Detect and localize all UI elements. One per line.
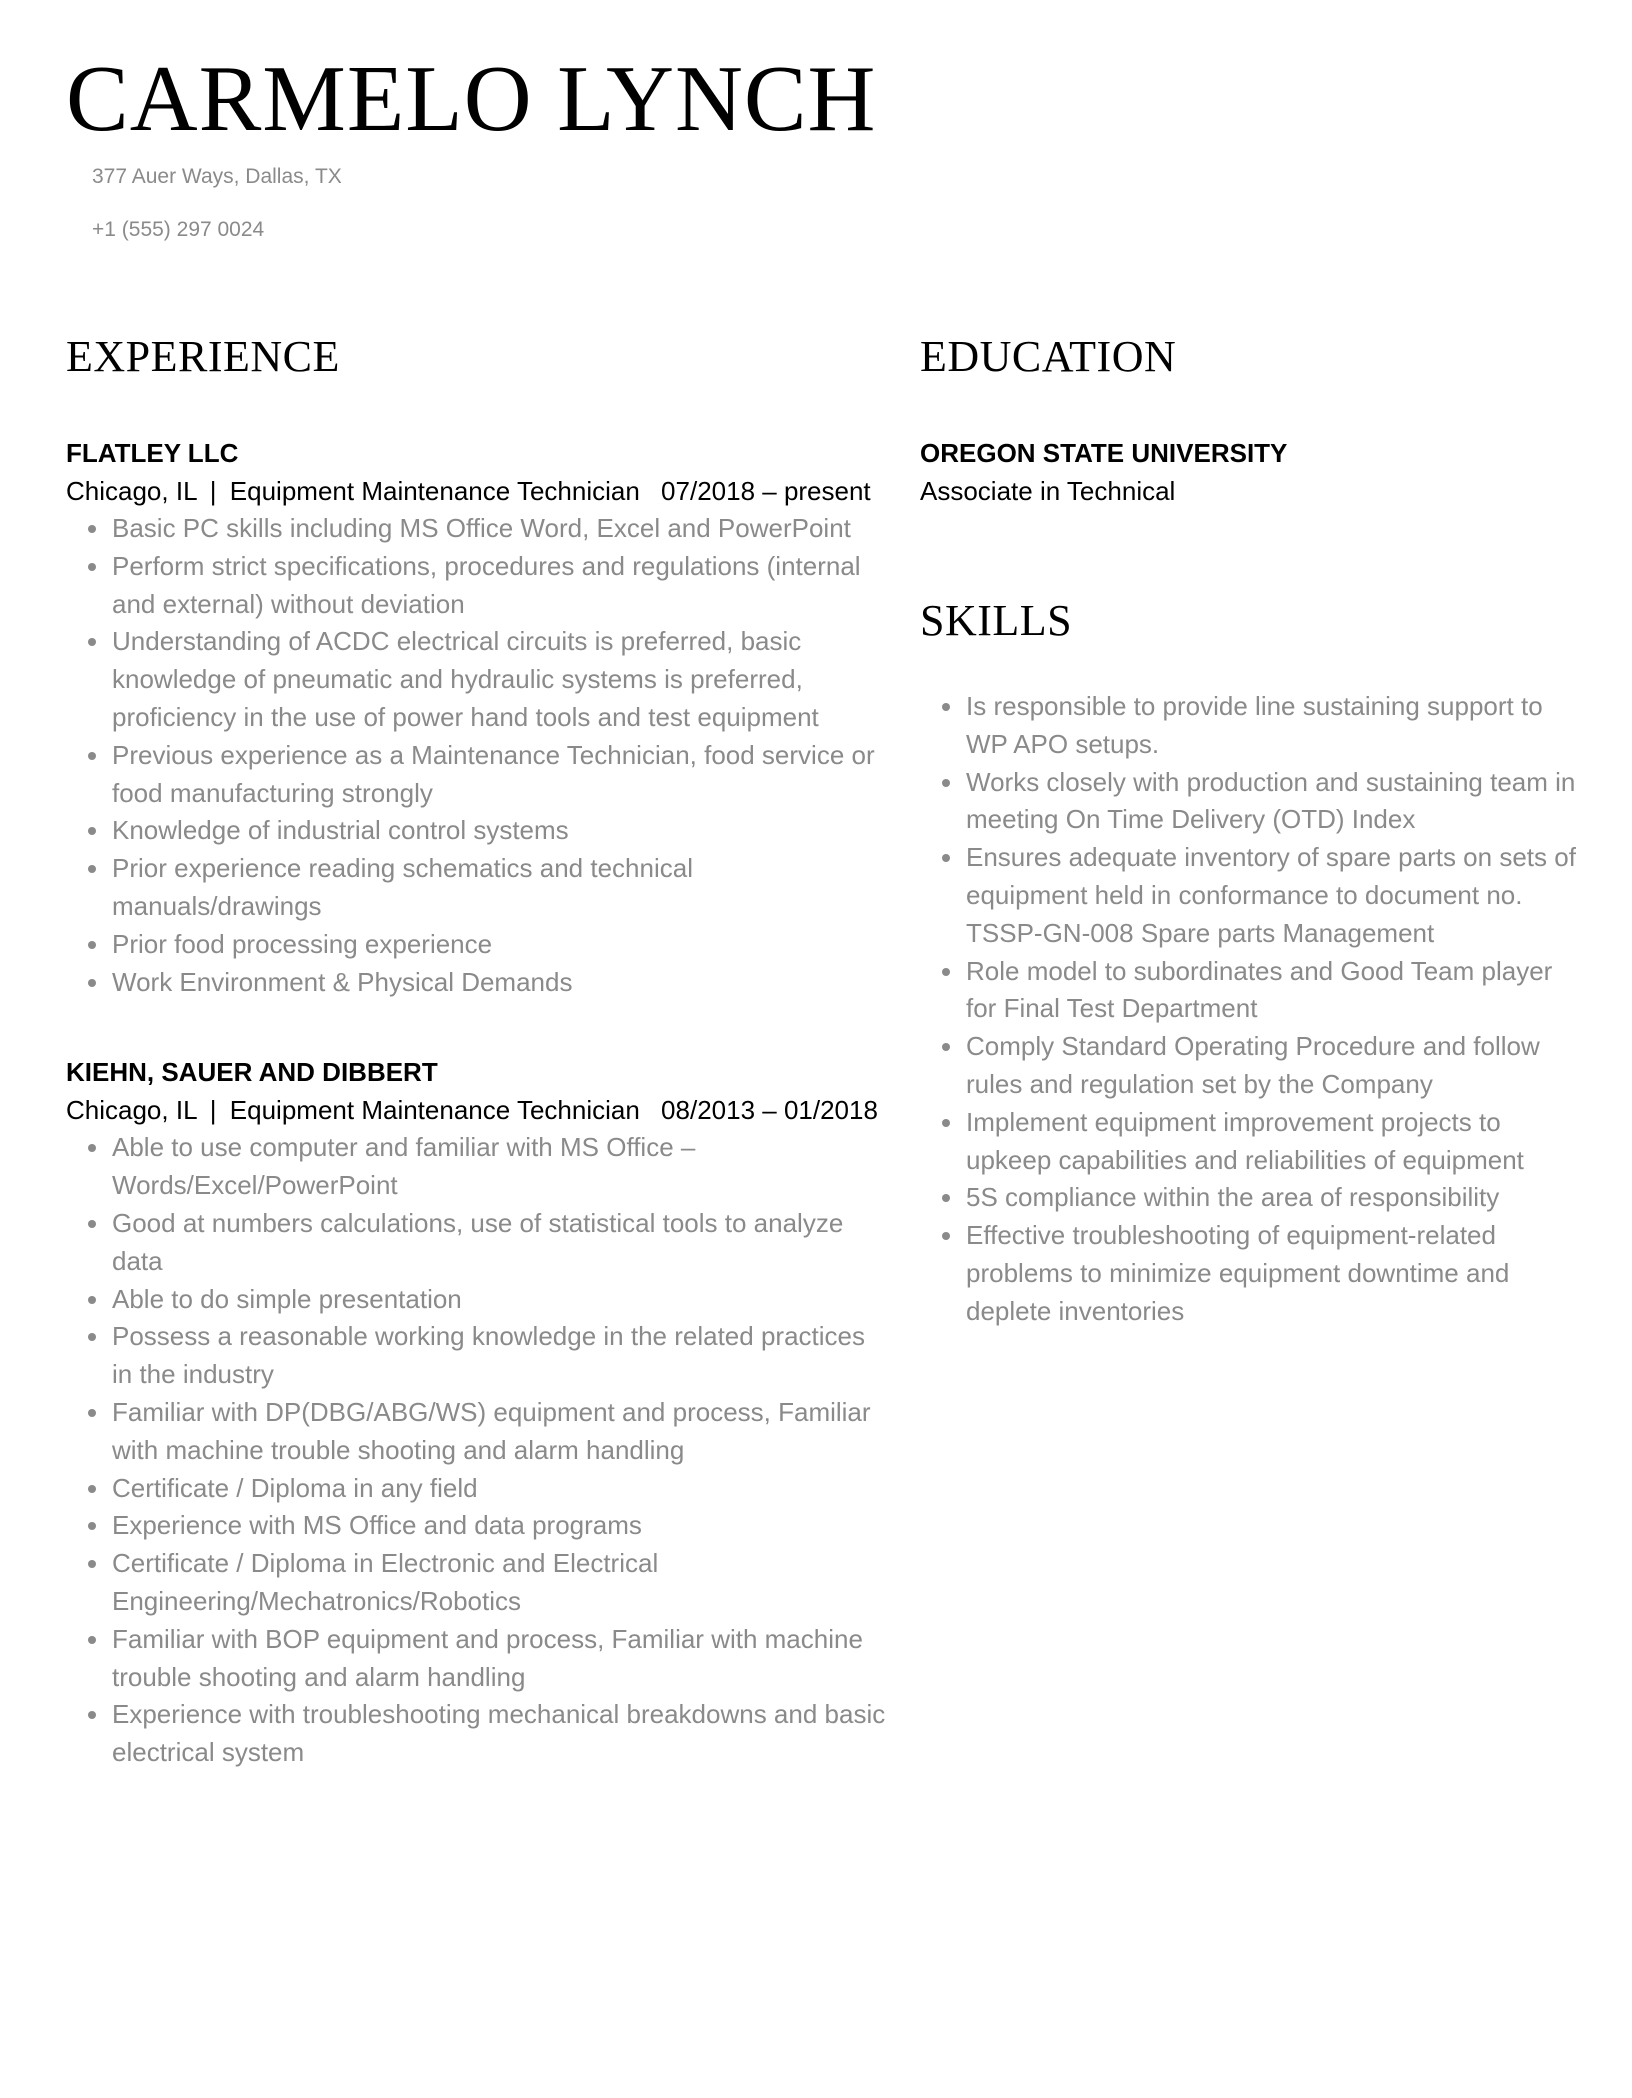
job-company: KIEHN, SAUER AND DIBBERT [66,1057,438,1088]
job-meta [66,1091,886,1129]
contact-address: 377 Auer Ways, Dallas, TX [92,165,342,188]
list-item: Perform strict specifications, procedures and regulations (internal and external) without deviation [112,548,886,624]
education-degree: Associate in Technical [920,476,1176,506]
list-item: Works closely with production and sustaining team in meeting On Time Delivery (OTD) Index [966,764,1580,840]
candidate-name: CARMELO LYNCH [66,47,877,151]
job-bullet-list [66,510,886,1001]
right-column [920,332,1580,1331]
list-item: Effective troubleshooting of equipment-related problems to minimize equipment downtime and deplete inventories [966,1217,1580,1330]
job-role: Equipment Maintenance Technician [229,1095,640,1126]
list-item: Understanding of ACDC electrical circuits is preferred, basic knowledge of pneumatic and hydraulic systems is preferred, proficiency in the use of power hand tools and test equipment [112,623,886,736]
list-item: Comply Standard Operating Procedure and follow rules and regulation set by the Company [966,1028,1580,1104]
job-role: Equipment Maintenance Technician [229,476,640,506]
skills-heading: SKILLS [920,596,1073,645]
skills-bullet-list [920,688,1580,1331]
list-item: Certificate / Diploma in Electronic and Electrical Engineering/Mechatronics/Robotics [112,1545,886,1621]
list-item: Good at numbers calculations, use of statistical tools to analyze data [112,1205,886,1281]
list-item: Role model to subordinates and Good Team player for Final Test Department [966,953,1580,1029]
education-heading: EDUCATION [920,332,1177,381]
experience-heading: EXPERIENCE [66,332,340,381]
list-item: Knowledge of industrial control systems [112,812,886,850]
job-bullet-list [66,1129,886,1772]
job-dates: 08/2013 – 01/2018 [661,1095,878,1126]
list-item: 5S compliance within the area of responsibility [966,1179,1580,1217]
list-item: Experience with MS Office and data programs [112,1507,886,1545]
list-item: Is responsible to provide line sustaining support to WP APO setups. [966,688,1580,764]
list-item: Experience with troubleshooting mechanical breakdowns and basic electrical system [112,1696,886,1772]
list-item: Ensures adequate inventory of spare parts on sets of equipment held in conformance to document no. TSSP-GN-008 Spare parts Management [966,839,1580,952]
meta-separator: | [209,1095,217,1126]
list-item: Familiar with BOP equipment and process, Familiar with machine trouble shooting and alarm handling [112,1621,886,1697]
list-item: Familiar with DP(DBG/ABG/WS) equipment and process, Familiar with machine trouble shooting and alarm handling [112,1394,886,1470]
education-school: OREGON STATE UNIVERSITY [920,438,1288,468]
job-dates: 07/2018 – present [661,476,871,506]
list-item: Certificate / Diploma in any field [112,1470,886,1508]
job-location: Chicago, IL [66,1095,197,1126]
list-item: Previous experience as a Maintenance Technician, food service or food manufacturing strongly [112,737,886,813]
job-location: Chicago, IL [66,476,197,506]
left-column [66,332,886,1772]
list-item: Able to use computer and familiar with MS Office – Words/Excel/PowerPoint [112,1129,886,1205]
list-item: Prior experience reading schematics and technical manuals/drawings [112,850,886,926]
list-item: Basic PC skills including MS Office Word, Excel and PowerPoint [112,510,886,548]
contact-phone: +1 (555) 297 0024 [92,218,265,241]
job-entry [66,1053,886,1772]
list-item: Possess a reasonable working knowledge in the related practices in the industry [112,1318,886,1394]
list-item: Able to do simple presentation [112,1281,886,1319]
list-item: Prior food processing experience [112,926,886,964]
job-meta [66,472,886,510]
list-item: Work Environment & Physical Demands [112,964,886,1002]
meta-separator: | [209,476,217,506]
list-item: Implement equipment improvement projects to upkeep capabilities and reliabilities of equipment [966,1104,1580,1180]
job-company: FLATLEY LLC [66,438,239,468]
job-entry [66,434,886,1001]
